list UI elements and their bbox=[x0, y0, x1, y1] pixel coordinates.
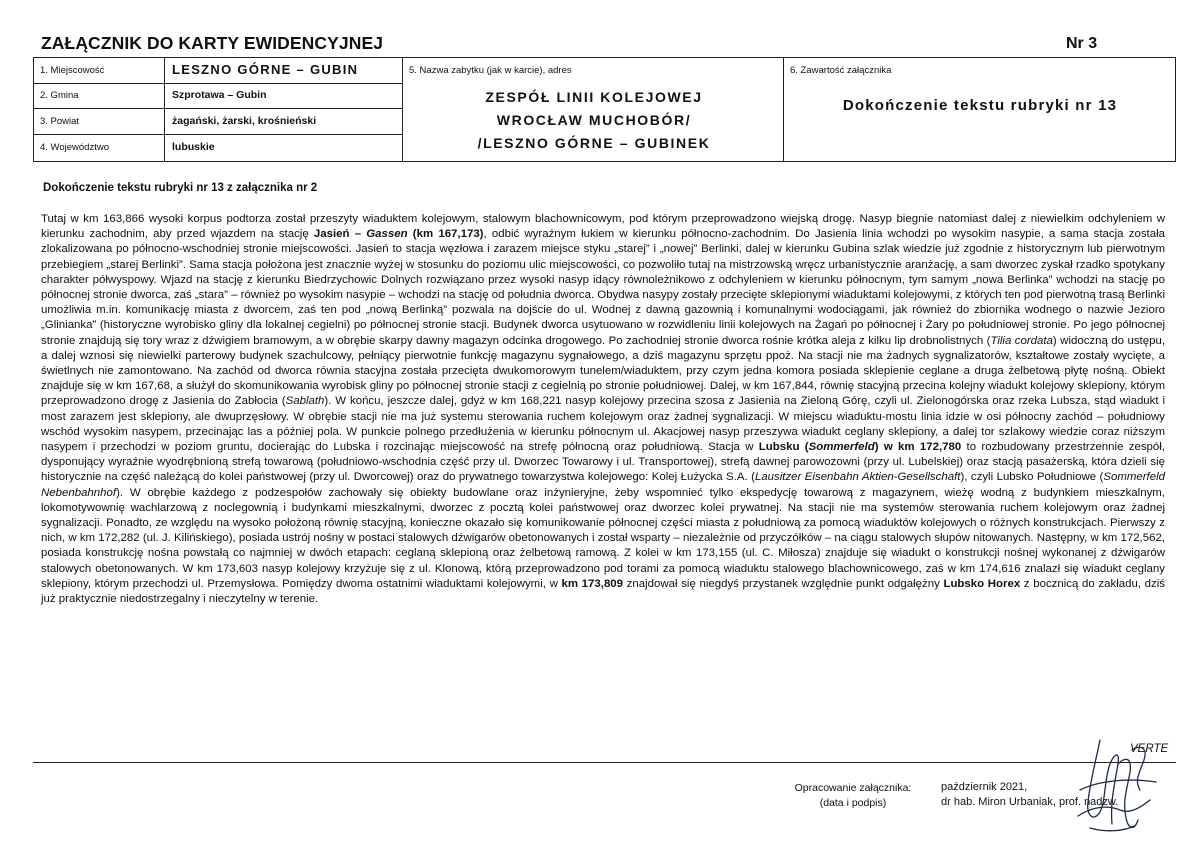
prepared-label-line-2: (data i podpis) bbox=[819, 796, 887, 809]
body-text-run: Sommerfeld bbox=[808, 441, 875, 454]
attachment-content: Dokończenie tekstu rubryki nr 13 bbox=[842, 97, 1118, 114]
monument-name-line-3: /LESZNO GÓRNE – GUBINEK bbox=[477, 135, 711, 151]
grid-divider bbox=[783, 57, 784, 162]
attachment-number: Nr 3 bbox=[1066, 35, 1098, 52]
body-text bbox=[41, 212, 1165, 607]
grid-divider bbox=[33, 134, 402, 135]
miejscowosc-label: 1. Miejscowość bbox=[40, 65, 105, 76]
body-text-run: Tilia cordata bbox=[990, 334, 1053, 347]
body-text-run: Gassen bbox=[366, 228, 408, 241]
grid-divider bbox=[402, 57, 403, 162]
wojewodztwo-label: 4. Województwo bbox=[40, 142, 109, 153]
body-text-run: Sablath bbox=[285, 395, 325, 408]
body-text-run: Lubsku ( bbox=[758, 441, 809, 454]
prepared-label-line-1: Opracowanie załącznika: bbox=[794, 782, 912, 794]
powiat-label: 3. Powiat bbox=[40, 116, 80, 127]
handwritten-signature bbox=[1060, 720, 1170, 840]
body-text-run: km 173,809 bbox=[561, 577, 624, 590]
monument-name-line-2: WROCŁAW MUCHOBÓR/ bbox=[496, 112, 692, 128]
prepared-date: październik 2021, bbox=[941, 781, 1028, 793]
powiat-value: żagański, żarski, krośnieński bbox=[172, 115, 317, 127]
zawartosc-label: 6. Zawartość załącznika bbox=[790, 65, 892, 76]
prepared-author: dr hab. Miron Urbaniak, prof. nadzw. bbox=[941, 796, 1119, 808]
body-text-run: Lubsko Horex bbox=[943, 577, 1021, 590]
body-text-run: Sommerfeld Nebenbahnhof bbox=[41, 471, 1165, 499]
nazwa-label: 5. Nazwa zabytku (jak w karcie), adres bbox=[409, 65, 572, 76]
grid-divider bbox=[33, 108, 402, 109]
gmina-value: Szprotawa – Gubin bbox=[172, 89, 267, 101]
body-text-run: ). W obrębie każdego z podzespołów zachowały się obiekty budowlane oraz inżynieryjne, żeby wspomnieć tylko ekspedycję towarową z magazynem, wieżę wodną z budynkiem mieszkalnym, lokomotywownię wachlarzową z noclegownią i budynkami mieszkalnymi, dworzec z pocztą kolei państwowej oraz dworzec kolei prywatnej. Na stacji nie ma systemów sterowania ruchem kolejowym oraz żadnej sygnalizacji. Ponadto, ze względu na wysoko położoną równię stacyjną, konieczne okazało się komunikowanie północnej części miasta z południową za pomocą wiaduktów kolejowych o różnych konstrukcjach. Pierwszy z nich, w km 172,282 (ul. J. Kilińskiego), posiada ustrój nośny w postaci stalowych dźwigarów obetonowanych i został wsparty – niezależnie od przyczółków – na ciągu stalowych słupów nitowanych. Następny, w km 172,562, posiada konstrukcję nośna powstałą co najmniej w dwóch etapach: ceglaną sklepioną oraz żelbetową ramową. Z kolei w km 173,155 (ul. C. Miłosza) znajduje się wiadukt o konstrukcji nośnej wykonanej z dźwigarów stalowych obetonowanych. W km 173,603 nasyp kolejowy krzyżuje się z ul. Klonową, którą przeprowadzono pod torami za pomocą wiaduktu stalowego blachownicowego, zaś w km 174,616 znalazł się wiadukt ceglany sklepiony, którym przechodzi ul. Przemysłowa. Pomiędzy dwoma ostatnimi wiaduktami kolejowymi, w bbox=[41, 486, 1165, 590]
prepared-label bbox=[793, 781, 913, 810]
footer-rule bbox=[33, 762, 1176, 763]
miejscowosc-value: LESZNO GÓRNE – GUBIN bbox=[172, 62, 359, 77]
grid-divider bbox=[164, 57, 165, 162]
gmina-label: 2. Gmina bbox=[40, 90, 79, 101]
body-text-run: z bocznicą do zakładu, dziś już praktycznie niedostrzegalny i nieczytelny w terenie. bbox=[41, 577, 1165, 606]
body-text-run: ) widoczną do ustępu, a dalej wznosi się niewielki parterowy budynek szachulcowy, pełniący pierwotnie funkcję magazynu sygnałowego, a dziś magazynu sprzętu ppoż. Na stacji nie ma żadnych sygnalizatorów, kształtowe zostały wycięte, a świetlnych nie zamontowano. Na zachód od dworca równia stacyjna została przecięta dwukomorowym tunelem/wiaduktem, przy czym jedna komora posiada sklepienie ceglane a druga żelbetową płytę nośną. Obiekt znajduje się w km 167,68, a służył do skomunikowania wyrobisk gliny po północnej stronie stacji z cegielnią po stronie południowej. Dalej, w km 167,844, równię stacyjną przecina kolejny wiadukt kolejowy sklepiony, którym przeprowadzono drogę z Jasienia do Zabłocia ( bbox=[41, 334, 1165, 408]
attachment-title: ZAŁĄCZNIK DO KARTY EWIDENCYJNEJ bbox=[41, 33, 384, 53]
body-text-run: Lausitzer Eisenbahn Aktien-Gesellschaft bbox=[754, 471, 961, 484]
wojewodztwo-value: lubuskie bbox=[172, 141, 215, 153]
grid-divider bbox=[33, 83, 402, 84]
body-text-run: ) w km 172,780 bbox=[874, 441, 962, 454]
monument-name-line-1: ZESPÓŁ LINII KOLEJOWEJ bbox=[485, 89, 703, 105]
body-text-run: (km 167,173) bbox=[407, 228, 484, 241]
body-text-run: to rozbudowany przestrzennie zespół, dysponujący wyraźnie wyodrębnioną strefą towarową (południowo-wschodnia część przy ul. Dworzec Towarowy i ul. Transportowej), strefą dawnej parowozowni (przy ul. Lubelskiej) oraz stacją pasażerską, która dzieli się historycznie na część należącą do kolei państwowej (przy ul. Dworcowej) oraz do prywatnego towarzystwa kolejowego: Kolej Łużycka S.A. ( bbox=[41, 441, 1165, 484]
body-text-run: znajdował się niegdyś przystanek względnie punkt odgałężny bbox=[623, 577, 944, 590]
body-text-run: , odbić wyraźnym łukiem w kierunku północno-zachodnim. Do Jasienia linia wchodzi po wysokim nasypie, a sama stacja została zlokalizowana po północno-wschodniej stronie miejscowości. Jasień to stacja węzłowa i zarazem miejsce styku „starej” i „nowej” Berlinki, dalej w kierunku Gubina szlak wiedzie już zgodnie z historycznym lub pierwotnym przebiegiem „starej Berlinki”. Sama stacja położona jest znacznie wyżej w stosunku do poziomu ulic miejscowości, co pozwoliło tutaj na mistrzowską wręcz urbanistycznie aranżację, a sam dworzec zyskał rzadko spotykany charakter półwyspowy. Wjazd na stację z kierunku Biedrzychowic Dolnych rozwiązano przez wysoki nasyp idący równoleżnikowo z odchyleniem w kierunku północnym, tym samym „nowa Berlinka” wchodzi na stację po północnej stronie dworca, zaś „stara” – również po wysokim nasypie – wchodzi na stację od południa dworca. Obydwa nasypy zostały przecięte sklepionymi wiaduktami kolejowymi, z których ten pod pierwotną trasą Berlinki umożliwia m.in. komunikację miasta z dworcem, zaś ten pod „nową Berlinką” pozwala na dojście do ul. Wodnej z dawną gazownią i komunalnymi wodociągami, jak również do zbiornika wodnego o nazwie Jezioro „Glinianka” (historyczne wyrobisko gliny dla lokalnej cegielni) po północnej stronie stacji. Budynek dworca usytuowano w rozwidleniu linii kolejowych na Żagań po północnej i Żary po południowej stronie. Po jego północnej stronie znajdują się tory wraz z dźwigiem bramowym, a w obrębie skarpy dawny magazyn odcinka drogowego. Po zachodniej stronie dworca rośnie krótka aleja z kilku lip drobnolistnych ( bbox=[41, 228, 1165, 347]
body-text-run: Jasień – bbox=[313, 228, 367, 241]
body-text-run: Tutaj w km 163,866 wysoki korpus podtorza został przeszyty wiaduktem kolejowym, stalowym blachownicowym, pod którym przeprowadzono wiejską drogę. Nasyp biegnie natomiast dalej z niewielkim odchyleniem w kierunku zachodnim, aby przed wjazdem na stację bbox=[41, 213, 1165, 241]
verte-note: VERTE bbox=[1130, 743, 1169, 755]
section-heading: Dokończenie tekstu rubryki nr 13 z załącznika nr 2 bbox=[43, 182, 318, 194]
body-text-run: ), czyli Lubsko Południowe ( bbox=[960, 471, 1104, 484]
body-text-run: ). W końcu, jeszcze dalej, gdyż w km 168,221 nasyp kolejowy przecina szosa z Jasienia na Zieloną Górę, czyli ul. Zielonogórska oraz rzeka Lubsza, stąd wiadukt i most zarazem jest sklepiony, ale dwuprzęsłowy. W obrębie stacji nie ma już systemu sterowania ruchem kolejowym oraz żadnej sygnalizacji. W miejscu wiaduktu-mostu linia idzie w osi północny zachód – południowy wschód wysokim nasypem, przecinając las a później pola. W punkcie polnego przedłużenia w kierunku północnym ul. Akacjowej nasyp przeszywa wiadukt ceglany sklepiony, a dalej tor szlakowy wiedzie coraz niższym nasypem i przechodzi w poziom gruntu, docierając do Lubska i rozcinając miejscowość na strefę północną oraz południową. Stacja w bbox=[41, 395, 1166, 454]
